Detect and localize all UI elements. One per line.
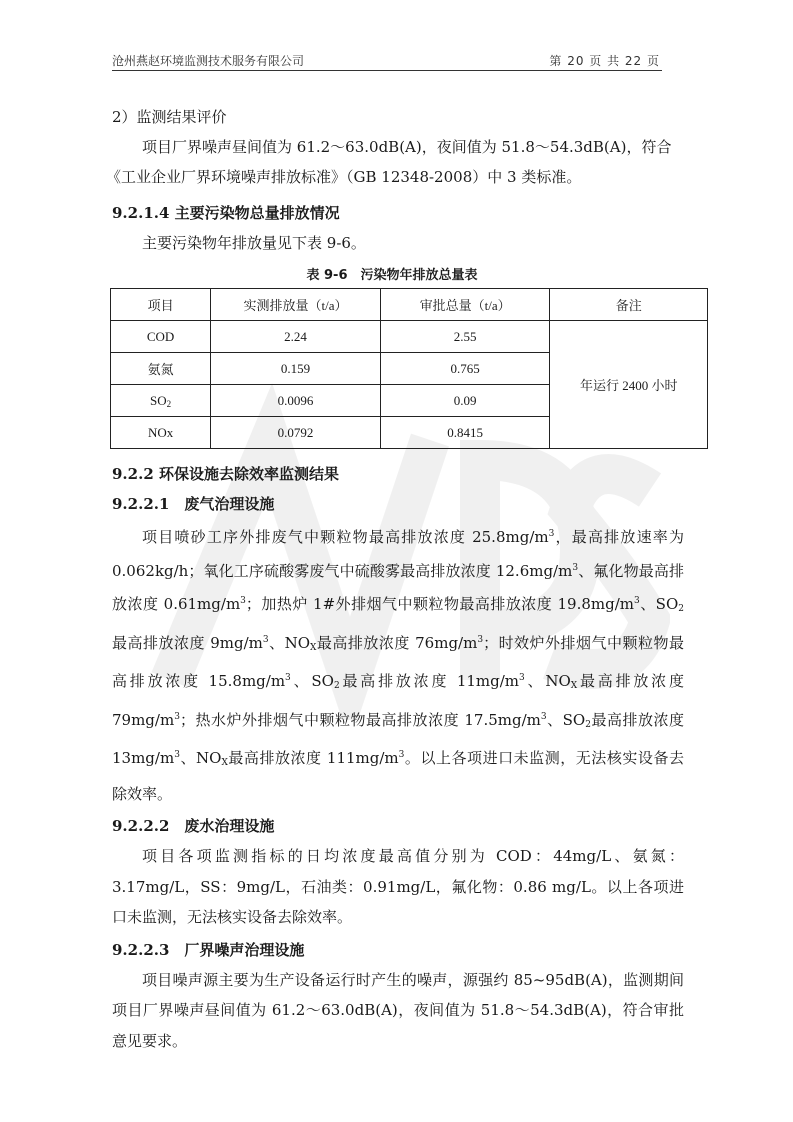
section-9222-paragraph: 项目各项监测指标的日均浓度最高值分别为 COD：44mg/L、氨氮：3.17mg/L，SS：9mg/L，石油类：0.91mg/L，氟化物：0.86 mg/L。以上各项进口未监测，无法核实设备去除效率。 — [112, 847, 684, 926]
table-cell — [111, 385, 211, 417]
table-cell: NOx — [111, 417, 211, 449]
table-cell: 0.0792 — [211, 417, 381, 449]
so2-label: SO — [150, 392, 167, 408]
pollutant-table — [110, 288, 708, 449]
table-cell: 0.765 — [380, 353, 550, 385]
page-header — [112, 50, 662, 71]
table-header-cell: 备注 — [550, 289, 708, 321]
table-caption: 表 9-6 污染物年排放总量表 — [306, 268, 478, 283]
section-9221-title: 9.2.2.1 废气治理设施 — [112, 495, 275, 513]
page-number: 第 20 页 共 22 页 — [549, 54, 660, 68]
section-9223-paragraph: 项目噪声源主要为生产设备运行时产生的噪声，源强约 85~95dB(A)，监测期间项目厂界噪声昼间值为 61.2～63.0dB(A)，夜间值为 51.8～54.3dB(A)，符合审批意见要求。 — [112, 970, 684, 1050]
section-9221-paragraph: 项目喷砂工序外排废气中颗粒物最高排放浓度 $25.8mg/m^3$，最高排放速率为 0.062kg/h；氧化工序硫酸雾废气中硫酸雾最高排放浓度 $12.6mg/m^3$、氟化物最高排放浓度 $0.61mg/m^3$；加热炉 1#外排烟气中颗粒物最高排放浓度 $19.8mg/m^3$、$SO_2$最高排放浓度 $9mg/m^3$、$NO_X$最高排放浓度 $76mg/m^3$；时效炉外排烟气中颗粒物最高排放浓度 $15.8mg/m^3$、$SO_2$最高排放浓度 $11mg/m^3$、$NO_X$最高排放浓度 $79mg/m^3$；热水炉外排烟气中颗粒物最高排放浓度 $17.5mg/m^3$、$SO_2$最高排放浓度 $13mg/m^3$、$NO_X$最高排放浓度 $111mg/m^3$。以上各项进口未监测，无法核实设备去除效率。 — [112, 528, 684, 803]
section-922-title: 9.2.2 环保设施去除效率监测结果 — [112, 465, 339, 483]
section-9223-title: 9.2.2.3 厂界噪声治理设施 — [112, 940, 305, 959]
table-cell: 0.09 — [380, 385, 550, 417]
section-9214-intro: 主要污染物年排放量见下表 9-6。 — [142, 234, 366, 252]
table-cell: 2.24 — [211, 321, 381, 353]
section-eval-para-line2: 《工业企业厂界环境噪声排放标准》（GB 12348-2008）中 3 类标准。 — [106, 168, 582, 186]
table-cell: 0.159 — [211, 353, 381, 385]
table-header-row — [111, 289, 708, 321]
table-header-cell: 实测排放量（t/a） — [211, 289, 381, 321]
section-9222-title: 9.2.2.2 废水治理设施 — [112, 817, 275, 835]
so2-subscript: 2 — [166, 398, 172, 409]
document-body — [106, 98, 684, 1056]
table-header-cell: 审批总量（t/a） — [380, 289, 550, 321]
section-eval-para-line1: 项目厂界噪声昼间值为 61.2～63.0dB(A)，夜间值为 51.8～54.3dB(A)，符合 — [142, 138, 672, 156]
company-name: 沧州燕赵环境监测技术服务有限公司 — [112, 54, 305, 68]
table-header-cell: 项目 — [111, 289, 211, 321]
table-cell: COD — [111, 321, 211, 353]
table-cell: 0.0096 — [211, 385, 381, 417]
table-cell: 0.8415 — [380, 417, 550, 449]
section-eval-title: 2）监测结果评价 — [112, 108, 227, 126]
table-remark-cell: 年运行 2400 小时 — [550, 321, 708, 449]
section-9214-title: 9.2.1.4 主要污染物总量排放情况 — [112, 204, 340, 222]
table-row — [111, 321, 708, 353]
table-cell: 2.55 — [380, 321, 550, 353]
table-cell: 氨氮 — [111, 353, 211, 385]
